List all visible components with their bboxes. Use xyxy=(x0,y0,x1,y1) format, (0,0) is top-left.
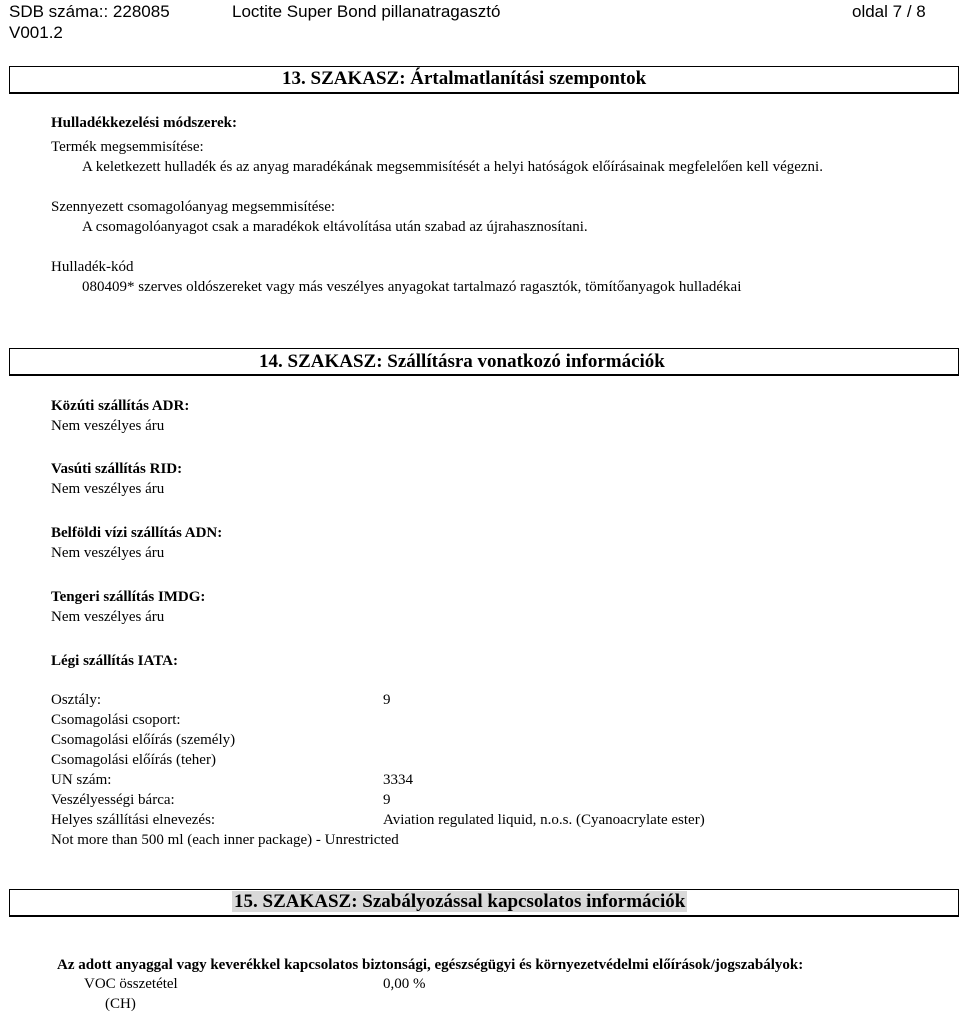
air-row-label: Csomagolási előírás (személy) xyxy=(51,732,236,748)
air-row-value: Aviation regulated liquid, n.o.s. (Cyanoacrylate ester) xyxy=(383,812,705,828)
air-row-label: Helyes szállítási elnevezés: xyxy=(51,812,216,828)
air-row-value: 3334 xyxy=(383,772,413,788)
rail-transport-heading: Vasúti szállítás RID: xyxy=(51,461,183,477)
product-disposal-text: A keletkezett hulladék és az anyag maradékának megsemmisítését a helyi hatóságok előírásainak megfelelően kell végezni. xyxy=(82,159,823,175)
rail-transport-value: Nem veszélyes áru xyxy=(51,481,165,497)
voc-label: VOC összetétel xyxy=(84,976,178,992)
section-15-title-text: 15. SZAKASZ: Szabályozással kapcsolatos információk xyxy=(234,891,686,912)
inland-waterway-value: Nem veszélyes áru xyxy=(51,545,165,561)
packaging-disposal-text: A csomagolóanyagot csak a maradékok eltávolítása után szabad az újrahasznosítani. xyxy=(82,219,588,235)
air-transport-heading: Légi szállítás IATA: xyxy=(51,653,178,669)
regulation-heading: Az adott anyaggal vagy keverékkel kapcsolatos biztonsági, egészségügyi és környezetvédelmi előírások/jogszabályok: xyxy=(57,957,804,973)
air-row-label: Osztály: xyxy=(51,692,101,708)
section-14-title: 14. SZAKASZ: Szállításra vonatkozó információk xyxy=(259,351,665,372)
road-transport-heading: Közúti szállítás ADR: xyxy=(51,398,190,414)
inland-waterway-heading: Belföldi vízi szállítás ADN: xyxy=(51,525,223,541)
air-row-label: Csomagolási előírás (teher) xyxy=(51,752,216,768)
voc-value: 0,00 % xyxy=(383,976,426,992)
air-row-label: UN szám: xyxy=(51,772,112,788)
sea-transport-value: Nem veszélyes áru xyxy=(51,609,165,625)
air-note: Not more than 500 ml (each inner package) - Unrestricted xyxy=(51,832,399,848)
air-row-label: Csomagolási csoport: xyxy=(51,712,181,728)
section-15-title xyxy=(232,890,687,914)
waste-code-label: Hulladék-kód xyxy=(51,259,134,275)
voc-sub-label: (CH) xyxy=(105,996,136,1012)
sds-number: SDB száma:: 228085 xyxy=(9,2,170,21)
air-row-label: Veszélyességi bárca: xyxy=(51,792,175,808)
sea-transport-heading: Tengeri szállítás IMDG: xyxy=(51,589,206,605)
page-number: oldal 7 / 8 xyxy=(852,2,926,21)
air-row-value: 9 xyxy=(383,792,391,808)
waste-code-text: 080409* szerves oldószereket vagy más veszélyes anyagokat tartalmazó ragasztók, tömítőanyagok hulladékai xyxy=(82,279,742,295)
product-name: Loctite Super Bond pillanatragasztó xyxy=(232,2,501,21)
air-row-value: 9 xyxy=(383,692,391,708)
section-13-title: 13. SZAKASZ: Ártalmatlanítási szempontok xyxy=(282,68,647,89)
product-disposal-label: Termék megsemmisítése: xyxy=(51,139,204,155)
road-transport-value: Nem veszélyes áru xyxy=(51,418,165,434)
waste-methods-heading: Hulladékkezelési módszerek: xyxy=(51,115,237,131)
version: V001.2 xyxy=(9,23,63,42)
packaging-disposal-label: Szennyezett csomagolóanyag megsemmisítése: xyxy=(51,199,336,215)
